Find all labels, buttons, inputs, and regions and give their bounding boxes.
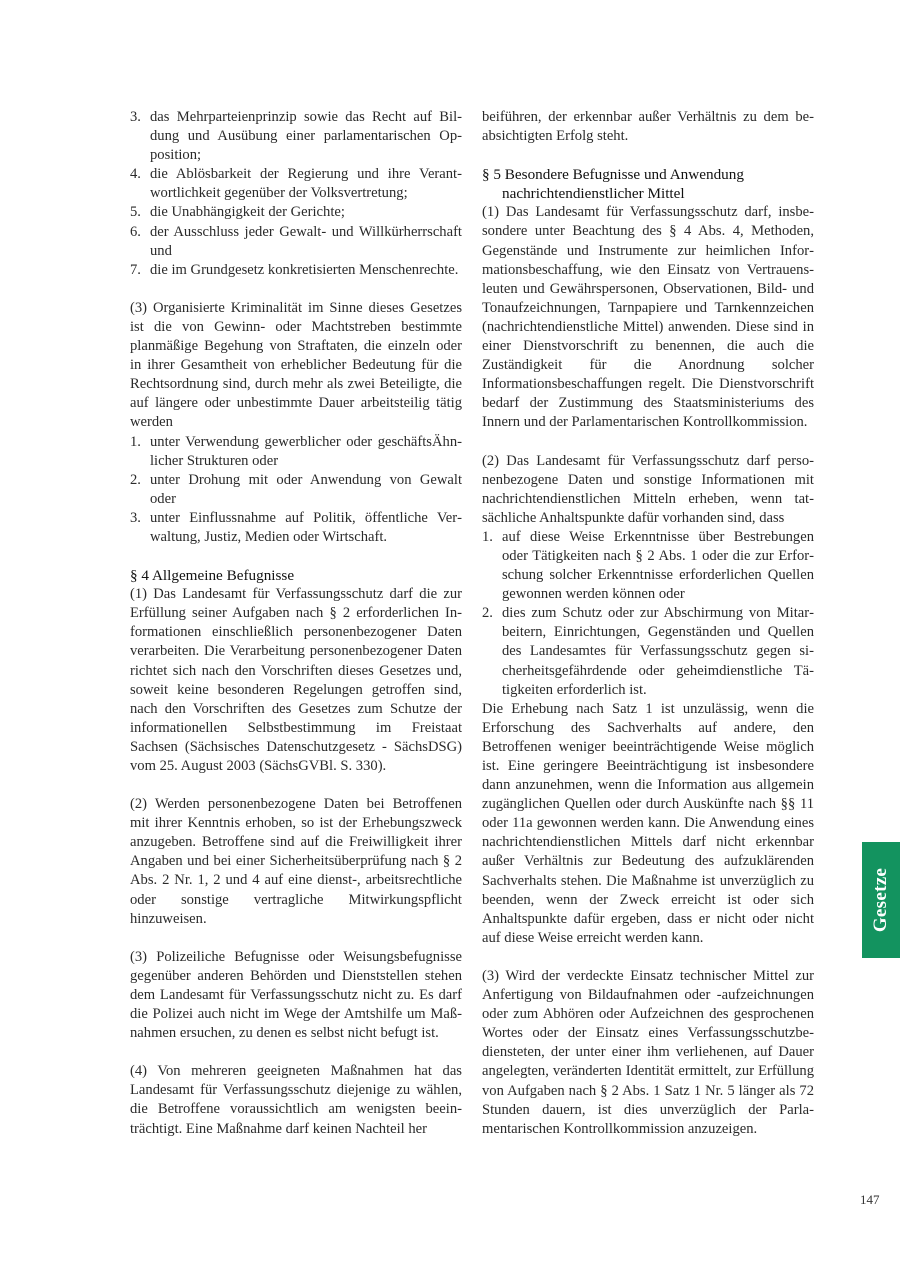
paragraph-organized-crime: (3) Organisierte Kriminalität im Sinne dieses Gesetzes ist die von Gewinn- oder Machtstreben bestimmte planmäßige Begehung von Straftaten, die einzeln oder in ihrer Gesamtheit von erheblicher Bedeutung für die Rechtsordnung sind, durch mehr als zwei Beteiligte, die auf längere oder unbestimmte Dauer arbeitsteilig tätig werden — [130, 299, 462, 431]
section-5-paragraph-2-intro: (2) Das Landesamt für Verfassungsschutz darf personenbezogene Daten und sonstige Informationen mit nachrichtendienstlichen Mitteln erheben, wenn tatsächliche Anhaltspunkte dafür vorhanden sind, dass — [482, 452, 814, 526]
section-5-conditions-list — [482, 528, 814, 700]
section-4-paragraph-4-start: (4) Von mehreren geeigneten Maßnahmen hat das Landesamt für Verfassungsschutz diejenige zu wählen, die Betroffene voraussichtlich am wenigsten beeinträchtigt. Eine Maßnahme darf keinen Nachteil her — [130, 1063, 462, 1137]
organized-crime-list — [130, 433, 462, 548]
list-item: 2. dies zum Schutz oder zur Abschirmung von Mitarbeitern, Einrichtungen, Gegenständen und Quellen des Landesamtes für Verfassungsschutz gegen sicherheitsgefährdende oder geheimdienstliche Tätigkeiten erforderlich ist. — [482, 605, 814, 698]
list-item: 1. auf diese Weise Erkenntnisse über Bestrebungen oder Tätigkeiten nach § 2 Abs. 1 oder die zur Erforschung solcher Erkenntnisse erforderlichen Quellen gewonnen werden können oder — [482, 528, 814, 603]
principles-list — [130, 108, 462, 280]
list-item: 3. unter Einflussnahme auf Politik, öffentliche Verwaltung, Justiz, Medien oder Wirtschaft. — [130, 509, 462, 545]
section-5-paragraph-3: (3) Wird der verdeckte Einsatz technischer Mittel zur Anfertigung von Bildaufnahmen oder -aufzeichnungen oder zum Abhören oder Aufzeichnen des gesprochenen Wortes oder der Einsatz eines Verfassungsschutzbediensteten, der unter einer ihm verliehenen, auf Dauer angelegten, veränderten Identität ermittelt, zur Erfüllung von Aufgaben nach § 2 Abs. 1 Satz 1 Nr. 5 länger als 72 Stunden dauern, ist dies unverzüglich der Parlamentarischen Kontrollkommission anzuzeigen. — [482, 967, 814, 1137]
list-item: 6. der Ausschluss jeder Gewalt- und Willkürherrschaft und — [130, 223, 462, 259]
section-4-paragraph-4-end: beiführen, der erkennbar außer Verhältnis zu dem beabsichtigten Erfolg steht. — [482, 109, 814, 145]
list-item: 3. das Mehrparteienprinzip sowie das Recht auf Bildung und Ausübung einer parlamentarischen Opposition; — [130, 109, 462, 164]
list-item: 5. die Unabhängigkeit der Gerichte; — [130, 204, 345, 221]
left-column — [130, 108, 462, 1139]
list-item: 2. unter Drohung mit oder Anwendung von Gewalt oder — [130, 471, 462, 507]
list-item: 4. die Ablösbarkeit der Regierung und ihre Verantwortlichkeit gegenüber der Volksvertretung; — [130, 166, 462, 202]
section-5-paragraph-2-after: Die Erhebung nach Satz 1 ist unzulässig, wenn die Erforschung des Sachverhalts auf andere, den Betroffenen weniger beeinträchtigende Weise möglich ist. Eine geringere Beeinträchtigung ist insbesondere dann anzunehmen, wenn die Information aus allgemein zugänglichen Quellen oder durch Auskünfte nach §§ 11 oder 11a gewonnen werden kann. Die Anwendung eines nachrichtendienstlichen Mittels darf nicht erkennbar außer Verhältnis zur Bedeutung des aufzuklärenden Sachverhalts stehen. Die Maßnahme ist unverzüglich zu beenden, wenn der Zweck erreicht ist oder sich Anhaltspunkte dafür ergeben, dass er nicht oder nicht auf diese Weise erreicht werden kann. — [482, 700, 814, 946]
section-4-heading: § 4 Allgemeine Befugnisse — [130, 567, 295, 585]
section-5-heading: § 5 Besondere Befugnisse und Anwendung nachrichtendienstlicher Mittel — [482, 166, 744, 203]
section-tab-label: Gesetze — [870, 867, 891, 933]
list-item: 7. die im Grundgesetz konkretisierten Menschenrechte. — [130, 261, 459, 278]
section-5-paragraph-1: (1) Das Landesamt für Verfassungsschutz darf, insbesondere unter Beachtung des § 4 Abs. 4, Methoden, Gegenstände und Instrumente zur heimlichen Informationsbeschaffung, wie den Einsatz von Vertrauensleuten und Gewährspersonen, Observationen, Bild- und Tonaufzeichnungen, Tarnpapiere und Tarnkennzeichen (nachrichtendienstliche Mittel) anwenden. Diese sind in einer Dienstvorschrift zu benennen, die auch die Zuständigkeit für die Anordnung solcher Informationsbeschaffungen regelt. Die Dienstvorschrift bedarf der Zustimmung des Staatsministeriums des Innern und der Parlamentarischen Kontrollkommission. — [482, 204, 814, 431]
section-4-paragraph-2: (2) Werden personenbezogene Daten bei Betroffenen mit ihrer Kenntnis erhoben, so ist der Erhebungszweck anzugeben. Betroffene sind auf die Freiwilligkeit ihrer Angaben und bei einer Sicherheitsüberprüfung nach § 2 Abs. 2 Nr. 1, 2 und 4 auf eine dienst-, arbeitsrechtliche oder sonstige vertragliche Mitwirkungspflicht hinzuweisen. — [130, 796, 462, 927]
page-number: 147 — [860, 1192, 880, 1207]
section-4-paragraph-3: (3) Polizeiliche Befugnisse oder Weisungsbefugnisse gegenüber anderen Behörden und Dienststellen stehen dem Landesamt für Verfassungsschutz nicht zu. Es darf die Polizei auch nicht im Wege der Amtshilfe um Maßnahmen ersuchen, zu denen es selbst nicht befugt ist. — [130, 948, 462, 1042]
right-column — [482, 108, 814, 1139]
section-tab-gesetze — [862, 842, 900, 958]
section-4-paragraph-1: (1) Das Landesamt für Verfassungsschutz darf die zur Erfüllung seiner Aufgaben nach § 2 erforderlichen Informationen einschließlich personenbezogener Daten verarbeiten. Die Verarbeitung personenbezogener Daten richtet sich nach den Vorschriften dieses Gesetzes und, soweit keine besonderen Regelungen getroffen sind, nach den Vorschriften des Gesetzes zum Schutze der informationellen Selbstbestimmung im Freistaat Sachsen (Sächsisches Datenschutzgesetz - SächsDSG) vom 25. August 2003 (SächsGVBl. S. 330). — [130, 586, 462, 774]
list-item: 1. unter Verwendung gewerblicher oder geschäftsÄhnlicher Strukturen oder — [130, 433, 462, 469]
